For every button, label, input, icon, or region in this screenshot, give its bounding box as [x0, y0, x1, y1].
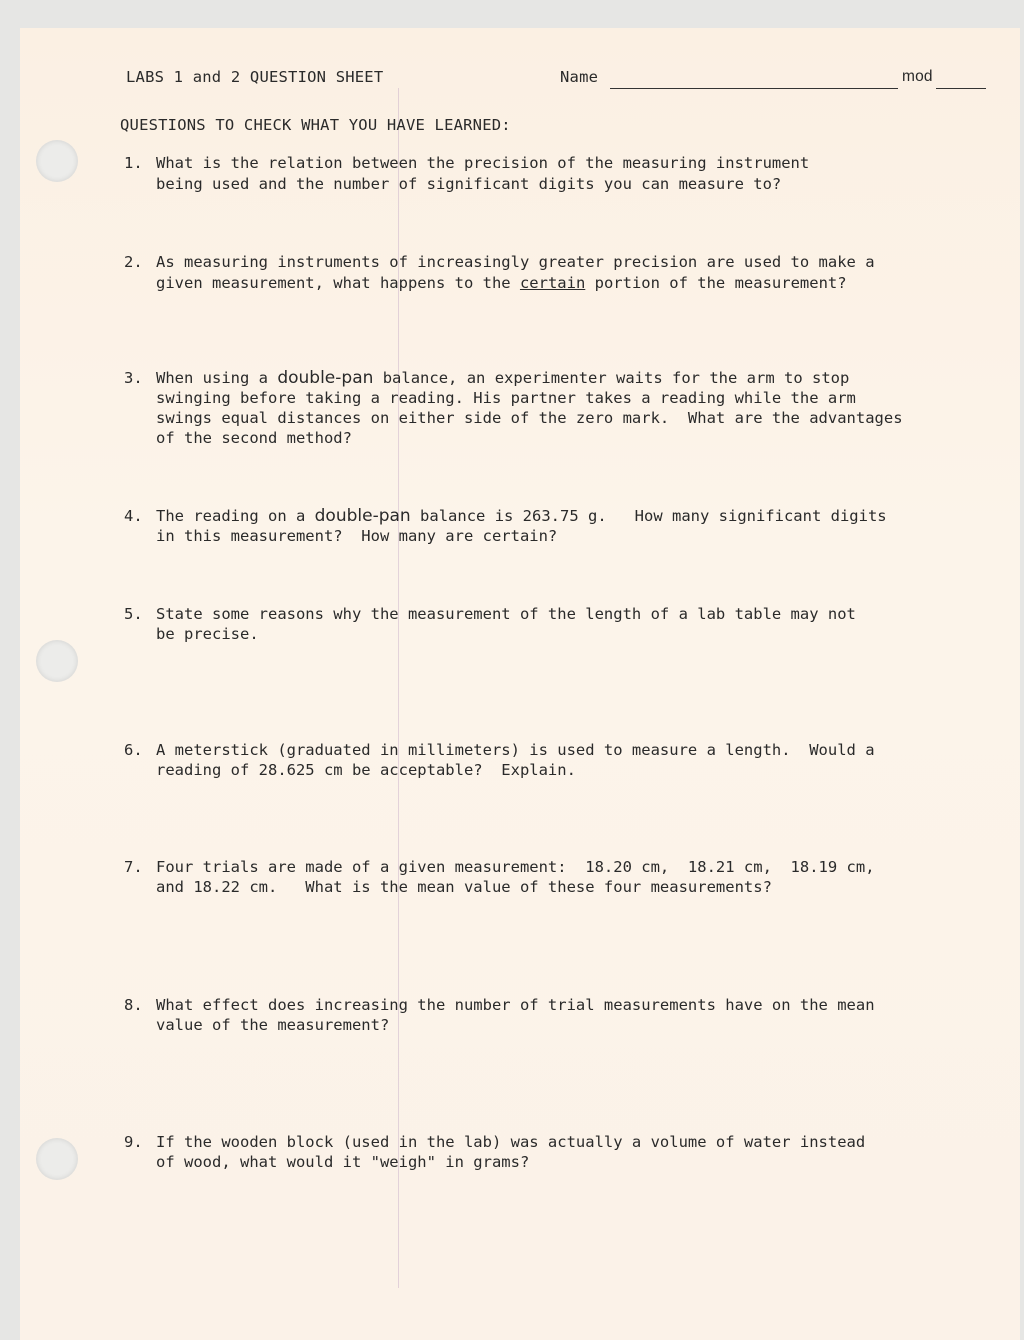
mod-label: mod — [902, 68, 933, 85]
question-number: 1. — [124, 154, 143, 172]
section-heading: QUESTIONS TO CHECK WHAT YOU HAVE LEARNED: — [120, 116, 511, 134]
question-number: 8. — [124, 996, 143, 1014]
inserted-word-double-pan: double-pan — [277, 368, 374, 388]
question-text-line: value of the measurement? — [156, 1016, 390, 1034]
underlined-word-certain: certain — [519, 274, 586, 292]
name-blank-line[interactable] — [610, 88, 898, 89]
question-text-line: of the second method? — [156, 429, 352, 447]
question-number: 4. — [124, 507, 143, 525]
binder-hole-top — [36, 140, 78, 182]
question-text-line: swings equal distances on either side of the zero mark. What are the advantages — [156, 409, 903, 427]
binder-hole-bottom — [36, 1138, 78, 1180]
question-text-line: The reading on a double-pan balance is 263.75 g. How many significant digits — [156, 506, 887, 526]
question-text-line: in this measurement? How many are certain? — [156, 527, 558, 545]
inserted-word-double-pan: double-pan — [314, 506, 411, 526]
question-number: 9. — [124, 1133, 143, 1151]
question-number: 5. — [124, 605, 143, 623]
question-text-line: What is the relation between the precision of the measuring instrument — [156, 154, 810, 172]
question-text-line: being used and the number of significant digits you can measure to? — [156, 175, 782, 193]
question-number: 7. — [124, 858, 143, 876]
question-text-line: reading of 28.625 cm be acceptable? Explain. — [156, 761, 576, 779]
question-number: 6. — [124, 741, 143, 759]
mod-blank-line[interactable] — [936, 88, 986, 89]
question-text-line: What effect does increasing the number of trial measurements have on the mean — [156, 996, 875, 1014]
question-text-line: A meterstick (graduated in millimeters) is used to measure a length. Would a — [156, 741, 875, 759]
name-label: Name — [560, 68, 599, 86]
question-text-line: and 18.22 cm. What is the mean value of these four measurements? — [156, 878, 772, 896]
question-text-line: be precise. — [156, 625, 259, 643]
question-text-line: given measurement, what happens to the certain portion of the measurement? — [156, 274, 847, 292]
question-text-line: As measuring instruments of increasingly greater precision are used to make a — [156, 253, 875, 271]
question-text-line: of wood, what would it "weigh" in grams? — [156, 1153, 530, 1171]
sheet-title: LABS 1 and 2 QUESTION SHEET — [126, 68, 384, 86]
question-text-line: swinging before taking a reading. His partner takes a reading while the arm — [156, 389, 856, 407]
question-number: 3. — [124, 369, 143, 387]
question-text-line: When using a double-pan balance, an experimenter waits for the arm to stop — [156, 368, 850, 388]
question-text-line: State some reasons why the measurement of the length of a lab table may not — [156, 605, 856, 623]
question-number: 2. — [124, 253, 143, 271]
binder-hole-middle — [36, 640, 78, 682]
question-text-line: Four trials are made of a given measurement: 18.20 cm, 18.21 cm, 18.19 cm, — [156, 858, 875, 876]
question-text-line: If the wooden block (used in the lab) was actually a volume of water instead — [156, 1133, 866, 1151]
